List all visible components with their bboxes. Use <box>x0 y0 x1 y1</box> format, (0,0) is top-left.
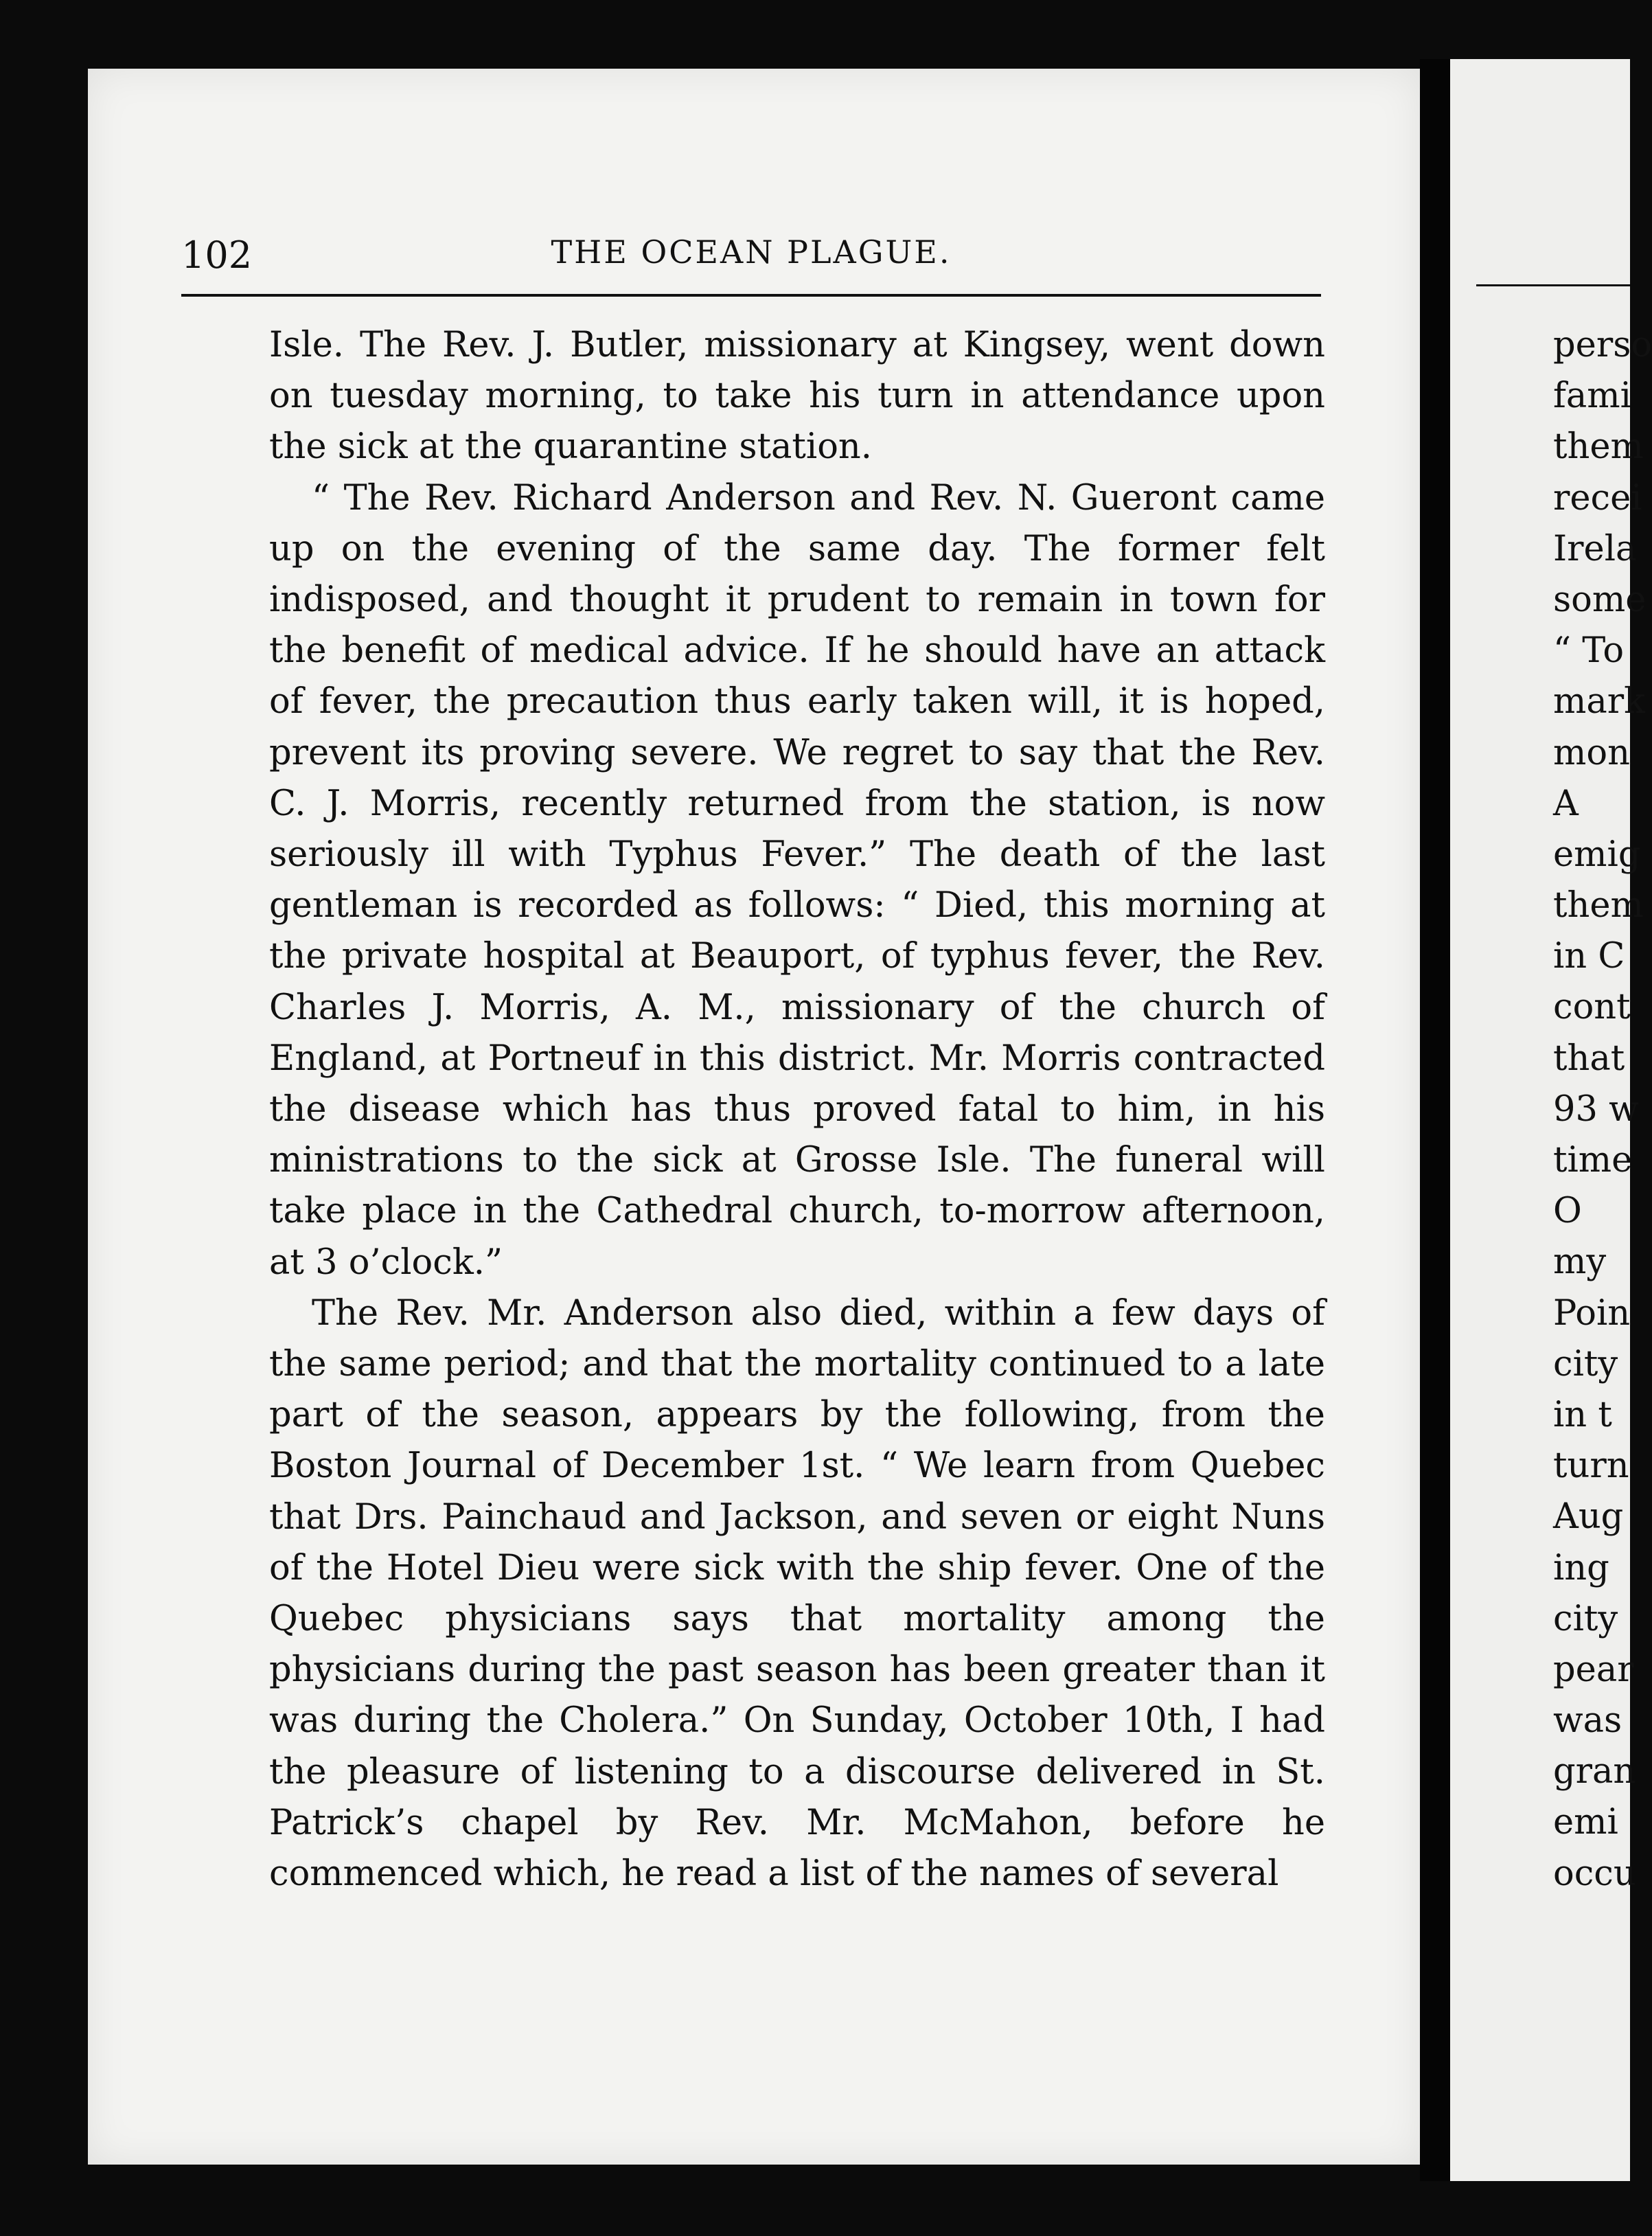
facing-page-line: cont <box>1553 987 1631 1028</box>
facing-page-line: them <box>1553 426 1644 468</box>
facing-page-line: in t <box>1553 1394 1612 1435</box>
facing-page-rule <box>1476 284 1630 286</box>
facing-page-line: that <box>1553 1038 1625 1079</box>
header-rule <box>181 294 1321 297</box>
facing-page-line: some <box>1553 579 1647 620</box>
facing-page-line: 93 w <box>1553 1088 1639 1130</box>
facing-page-line: time <box>1553 1140 1633 1180</box>
facing-page-line: Aug <box>1553 1496 1624 1538</box>
paragraph: The Rev. Mr. Anderson also died, within a few days of the same period; and that the mortality continued to a late part of the season, appears by the following, from the Boston Journal of December 1st. “ We learn from Quebec that Drs. Painchaud and Jackson, and seven or eight Nuns of the Hotel Dieu were sick with the ship fever. One of the Quebec physicians says that mortality among the physicians during the past season has been greater than it was during the Cholera.” On Sunday, October 10th, I had the pleasure of listening to a discourse delivered in St. Patrick’s chapel by Rev. Mr. McMahon, before he commenced which, he read a list of the names of several <box>269 1292 1325 1895</box>
facing-page-line: turn <box>1553 1446 1629 1487</box>
facing-page-line: city <box>1553 1598 1618 1639</box>
facing-page-line: emig <box>1553 834 1641 875</box>
facing-page-text <box>1553 320 1652 1900</box>
facing-page-line: ing <box>1553 1547 1609 1588</box>
facing-page-line: A <box>1553 783 1579 824</box>
facing-page-line: “ To <box>1553 630 1625 672</box>
facing-page-line: was <box>1553 1700 1622 1742</box>
book-gutter <box>1420 59 1450 2181</box>
facing-page-line: recei <box>1553 477 1642 518</box>
facing-page-line: city <box>1553 1343 1618 1384</box>
facing-page-line: them <box>1553 885 1644 926</box>
facing-page-line: perso <box>1553 325 1652 365</box>
page-header <box>181 227 1321 282</box>
facing-page-line: emi <box>1553 1802 1618 1843</box>
facing-page-line: my <box>1553 1242 1607 1283</box>
facing-page-line: Irela <box>1553 528 1637 569</box>
body-text <box>269 320 1325 1900</box>
facing-page-line: O <box>1553 1191 1582 1232</box>
facing-page-line: fami <box>1553 376 1631 417</box>
page-number: 102 <box>181 233 253 277</box>
facing-page-line: mon <box>1553 732 1630 773</box>
paragraph: “ The Rev. Richard Anderson and Rev. N. Gueront came up on the evening of the same day. The former felt indisposed, and thought it prudent to remain in town for the benefit of medical advice. If he should have an attack of fever, the precaution thus early taken will, it is hoped, prevent its proving severe. We regret to say that the Rev. C. J. Morris, recently returned from the station, is now seriously ill with Typhus Fever.” The death of the last gentleman is recorded as follows: “ Died, this morning at the private hospital at Beauport, of typhus fever, the Rev. Charles J. Morris, A. M., missionary of the church of England, at Portneuf in this district. Mr. Morris contracted the disease which has thus proved fatal to him, in his ministrations to the sick at Grosse Isle. The funeral will take place in the Cathedral church, to-morrow afternoon, at 3 o’clock.” <box>269 477 1325 1283</box>
facing-page-line: in C <box>1553 936 1625 977</box>
facing-page-line: occu <box>1553 1853 1636 1894</box>
facing-page-line: pear <box>1553 1649 1634 1690</box>
running-title: THE OCEAN PLAGUE. <box>551 233 952 271</box>
facing-page-line: gran <box>1553 1751 1636 1792</box>
facing-page-line: Poin <box>1553 1292 1631 1334</box>
facing-page-line: mark <box>1553 681 1646 722</box>
paragraph: Isle. The Rev. J. Butler, missionary at Kingsey, went down on tuesday morning, to take his turn in attendance upon the sick at the quarantine station. <box>269 325 1325 468</box>
